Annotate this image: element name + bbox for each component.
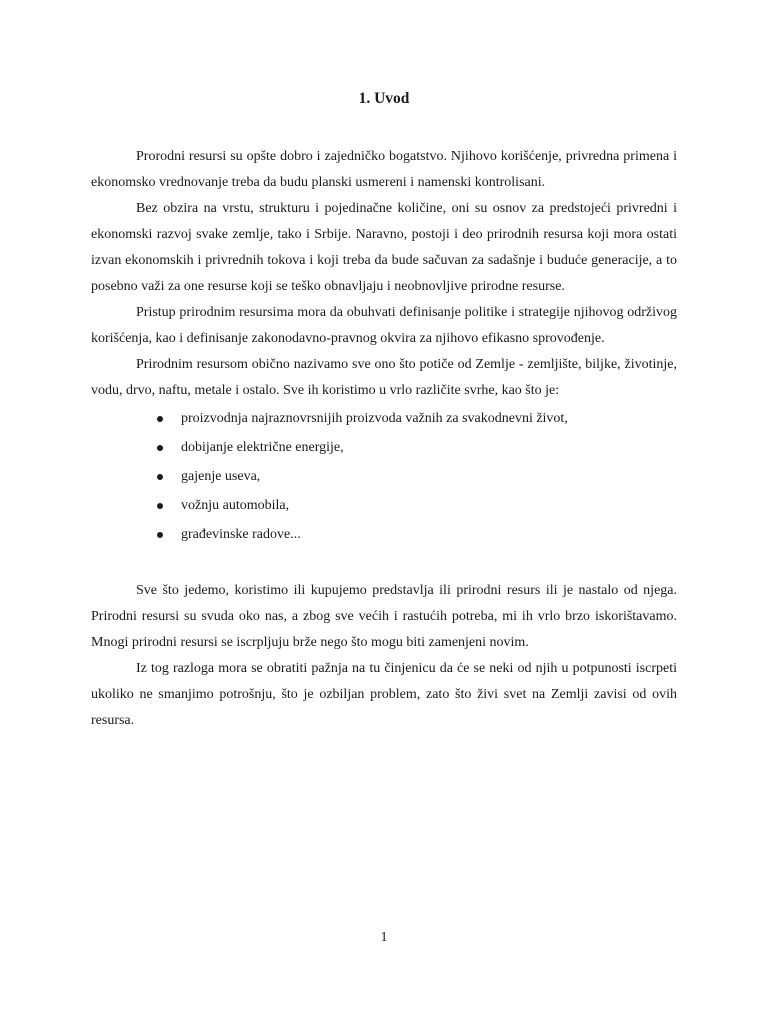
bullet-list <box>91 404 677 549</box>
page-number: 1 <box>380 930 388 945</box>
page-title: 1. Uvod <box>358 90 410 107</box>
bullet-icon <box>157 474 163 480</box>
paragraph: Sve što jedemo, koristimo ili kupujemo predstavlja ili prirodni resurs ili je nastalo od njega. Prirodni resursi su svuda oko nas, a zbog sve većih i rastućih potreba, mi ih vrlo brzo iskorištavamo. Mnogi prirodni resursi se iscrpljuju brže nego što mogu biti zamenjeni novim. <box>91 583 677 650</box>
bullet-icon <box>157 445 163 451</box>
list-item-text: dobijanje električne energije, <box>181 440 344 455</box>
list-item-text: vožnju automobila, <box>181 498 290 513</box>
paragraph-spacer <box>91 549 677 578</box>
list-item <box>157 462 677 491</box>
list-item-text: gajenje useva, <box>181 469 261 484</box>
paragraph: Prorodni resursi su opšte dobro i zajedničko bogatstvo. Njihovo korišćenje, privredna primena i ekonomsko vrednovanje treba da budu planski usmereni i namenski kontrolisani. <box>91 149 677 190</box>
paragraph: Pristup prirodnim resursima mora da obuhvati definisanje politike i strategije njihovog održivog korišćenja, kao i definisanje zakonodavno-pravnog okvira za njihovo efikasno sprovođenje. <box>91 305 677 346</box>
paragraph: Bez obzira na vrstu, strukturu i pojedinačne količine, oni su osnov za predstojeći privredni i ekonomski razvoj svake zemlje, tako i Srbije. Naravno, postoji i deo prirodnih resursa koji mora ostati izvan ekonomskih i privrednih tokova i koji treba da bude sačuvan za sadašnje i buduće generacije, a to posebno važi za one resurse koji se teško obnavljaju i neobnovljive prirodne resurse. <box>91 201 677 294</box>
bullet-icon <box>157 416 163 422</box>
list-item-text: proizvodnja najraznovrsnijih proizvoda važnih za svakodnevni život, <box>181 411 568 426</box>
document-body <box>91 144 677 734</box>
paragraph: Iz tog razloga mora se obratiti pažnja na tu činjenicu da će se neki od njih u potpunosti iscrpeti ukoliko ne smanjimo potrošnju, što je ozbiljan problem, zato što živi svet na Zemlji zavisi od ovih resursa. <box>91 661 677 728</box>
list-item <box>157 520 677 549</box>
list-item <box>157 404 677 433</box>
list-item <box>157 433 677 462</box>
list-item <box>157 491 677 520</box>
bullet-icon <box>157 532 163 538</box>
bullet-icon <box>157 503 163 509</box>
list-item-text: građevinske radove... <box>181 527 301 542</box>
paragraph: Prirodnim resursom obično nazivamo sve ono što potiče od Zemlje - zemljište, biljke, životinje, vodu, drvo, naftu, metale i ostalo. Sve ih koristimo u vrlo različite svrhe, kao što je: <box>91 357 677 398</box>
